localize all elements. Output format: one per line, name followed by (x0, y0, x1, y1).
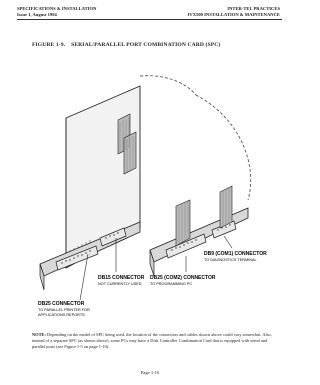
header-left-line2: Issue 1, August 1994 (17, 11, 57, 17)
note-label: NOTE: (32, 332, 46, 337)
figure-caption: SERIAL/PARALLEL PORT COMBINATION CARD (SPC) (71, 42, 221, 48)
db25-callout-sub2: APPLICATIONS REPORTS (38, 313, 85, 317)
note-line3: Disk Controller Combination Card that is equipped with serial and parallel ports (see Figure 1-5 on page (32, 337, 268, 349)
db25-com2-callout-sub: TO PROGRAMMING PC (150, 282, 193, 286)
dashed-arc (196, 95, 251, 200)
dashed-arc-top (140, 76, 196, 95)
db15-callout-title: DB15 CONNECTOR (98, 275, 145, 281)
figure-note (32, 332, 272, 349)
note-line2: above could vary somewhat. Also, instead of a separate SPC (as shown above), some PCs may have a (32, 332, 272, 343)
db25-callout-sub1: TO PARALLEL PRINTER FOR (38, 308, 90, 312)
figure-number: FIGURE 1-9. (32, 42, 66, 48)
db9-callout-sub: TO DIAGNOSTICS TERMINAL (204, 258, 257, 262)
header-left-line1: SPECIFICATIONS & INSTALLATION (17, 6, 97, 11)
note-line1: Depending on the model of SPC being used, the location of the connectors and cables shown (47, 332, 211, 337)
db25-callout-title: DB25 CONNECTOR (38, 301, 85, 307)
header-right-line2: IVX500 INSTALLATION & MAINTENANCE (187, 11, 280, 17)
note-line4: 1-10). (98, 343, 110, 349)
db9-callout-title: DB9 (COM1) CONNECTOR (204, 251, 267, 257)
db25-com2-callout-title: DB25 (COM2) CONNECTOR (150, 275, 216, 281)
db15-callout-sub: NOT CURRENTLY USED (98, 282, 142, 286)
header-right-line1: INTER-TEL PRACTICES (227, 6, 280, 11)
page-number: Page 1-16 (140, 370, 160, 375)
